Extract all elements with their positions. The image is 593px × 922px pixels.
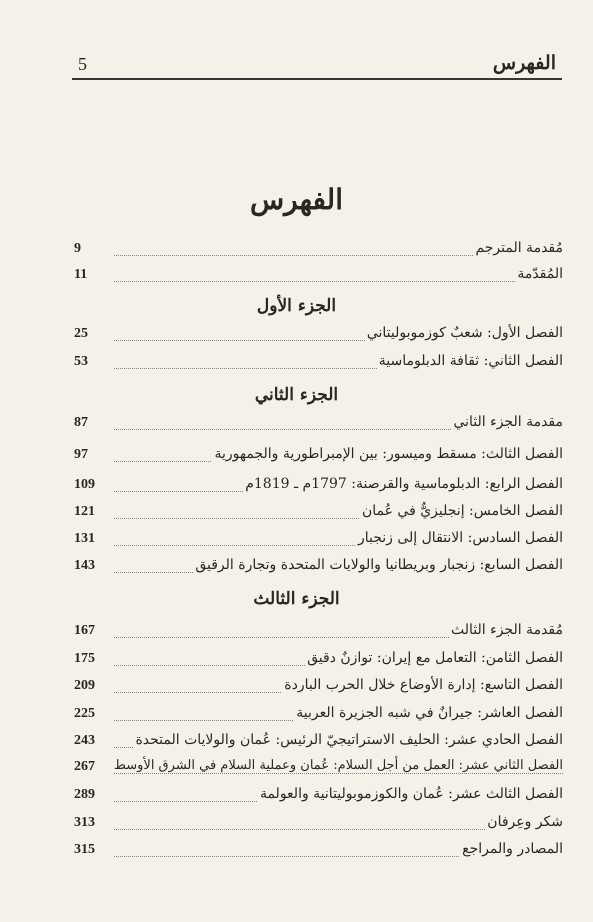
toc-entry-title: المُقدّمة bbox=[517, 266, 563, 282]
toc-entry-title: الفصل الرابع: الدبلوماسية والقرصنة: 1797م ـ 1819م bbox=[245, 476, 563, 492]
page-number: 5 bbox=[78, 54, 87, 74]
toc-entry-title: مُقدمة المترجم bbox=[475, 240, 563, 256]
toc-entry bbox=[74, 325, 563, 347]
toc-entry-page: 11 bbox=[74, 267, 88, 282]
toc-entry-page: 143 bbox=[74, 558, 95, 573]
toc-entry-title: شكر وعِرفان bbox=[487, 814, 563, 830]
toc-entry-page: 53 bbox=[74, 354, 88, 369]
toc-entry bbox=[74, 814, 563, 836]
toc-entry-title: الفصل السابع: زنجبار وبريطانيا والولايات المتحدة وتجارة الرقيق bbox=[195, 557, 563, 573]
toc-entry-page: 97 bbox=[74, 447, 88, 462]
toc-entry bbox=[74, 622, 563, 644]
toc-entry-title: الفصل العاشر: جيرانٌ في شبه الجزيرة العربية bbox=[296, 705, 563, 721]
part-heading-1: الجزء الأول bbox=[256, 296, 337, 316]
toc-entry-page: 131 bbox=[74, 531, 95, 546]
toc-entry bbox=[74, 786, 563, 808]
toc-entry bbox=[74, 557, 563, 579]
toc-entry-title: الفصل الثالث: مسقط وميسور: بين الإمبراطورية والجمهورية bbox=[214, 446, 563, 462]
toc-entry-title: مُقدمة الجزء الثالث bbox=[451, 622, 563, 638]
toc-entry-page: 9 bbox=[74, 241, 81, 256]
toc-entry-title: الفصل التاسع: إدارة الأوضاع خلال الحرب الباردة bbox=[284, 677, 563, 693]
toc-entry-title: مقدمة الجزء الثاني bbox=[453, 414, 563, 430]
toc-entry bbox=[74, 503, 563, 525]
toc-entry-page: 243 bbox=[74, 733, 95, 748]
toc-entry-page: 267 bbox=[74, 759, 95, 774]
toc-entry bbox=[74, 732, 563, 754]
toc-entry-title: الفصل الثالث عشر: عُمان والكوزموبوليتانية والعولمة bbox=[259, 786, 563, 802]
toc-entry bbox=[74, 758, 563, 780]
toc-title: الفهرس bbox=[249, 183, 343, 216]
toc-entry-page: 225 bbox=[74, 706, 95, 721]
toc-entry-page: 313 bbox=[74, 815, 95, 830]
part-heading-2: الجزء الثاني bbox=[254, 385, 339, 405]
toc-entry-page: 289 bbox=[74, 787, 95, 802]
toc-entry bbox=[74, 353, 563, 375]
toc-entry bbox=[74, 414, 563, 436]
toc-entry bbox=[74, 530, 563, 552]
toc-entry-page: 109 bbox=[74, 477, 95, 492]
toc-entry bbox=[74, 650, 563, 672]
toc-entry-page: 121 bbox=[74, 504, 95, 519]
toc-entry-page: 25 bbox=[74, 326, 88, 341]
toc-entry-title: الفصل الأول: شعبٌ كوزموبوليتاني bbox=[366, 325, 563, 341]
toc-entry-title: الفصل الحادي عشر: الحليف الاستراتيجيّ الرئيس: عُمان والولايات المتحدة bbox=[135, 732, 563, 748]
toc-entry-page: 315 bbox=[74, 842, 95, 857]
toc-entry-title: الفصل الثاني: ثقافة الدبلوماسية bbox=[378, 353, 563, 369]
toc-entry-page: 175 bbox=[74, 651, 95, 666]
toc-entry bbox=[74, 705, 563, 727]
toc-entry-title: الفصل الثاني عشر: العمل من أجل السلام: عُمان وعملية السلام في الشرق الأوسط bbox=[113, 758, 563, 773]
toc-entry bbox=[74, 677, 563, 699]
toc-entry bbox=[74, 476, 563, 498]
dot-leader bbox=[114, 281, 563, 282]
toc-entry bbox=[74, 266, 563, 288]
toc-entry bbox=[74, 446, 563, 468]
toc-entry-title: المصادر والمراجع bbox=[462, 841, 563, 857]
toc-entry-page: 167 bbox=[74, 623, 95, 638]
toc-entry-page: 87 bbox=[74, 415, 88, 430]
running-header-title: الفهرس bbox=[492, 52, 556, 74]
toc-entry bbox=[74, 841, 563, 863]
part-heading-3: الجزء الثالث bbox=[253, 589, 340, 609]
toc-entry bbox=[74, 240, 563, 262]
toc-entry-title: الفصل الثامن: التعامل مع إيران: توازنٌ دقيق bbox=[307, 650, 563, 666]
toc-entry-page: 209 bbox=[74, 678, 95, 693]
toc-entry-title: الفصل السادس: الانتقال إلى زنجبار bbox=[357, 530, 563, 546]
dot-leader bbox=[114, 773, 563, 774]
toc-entry-title: الفصل الخامس: إنجليزيٌّ في عُمان bbox=[361, 503, 563, 519]
